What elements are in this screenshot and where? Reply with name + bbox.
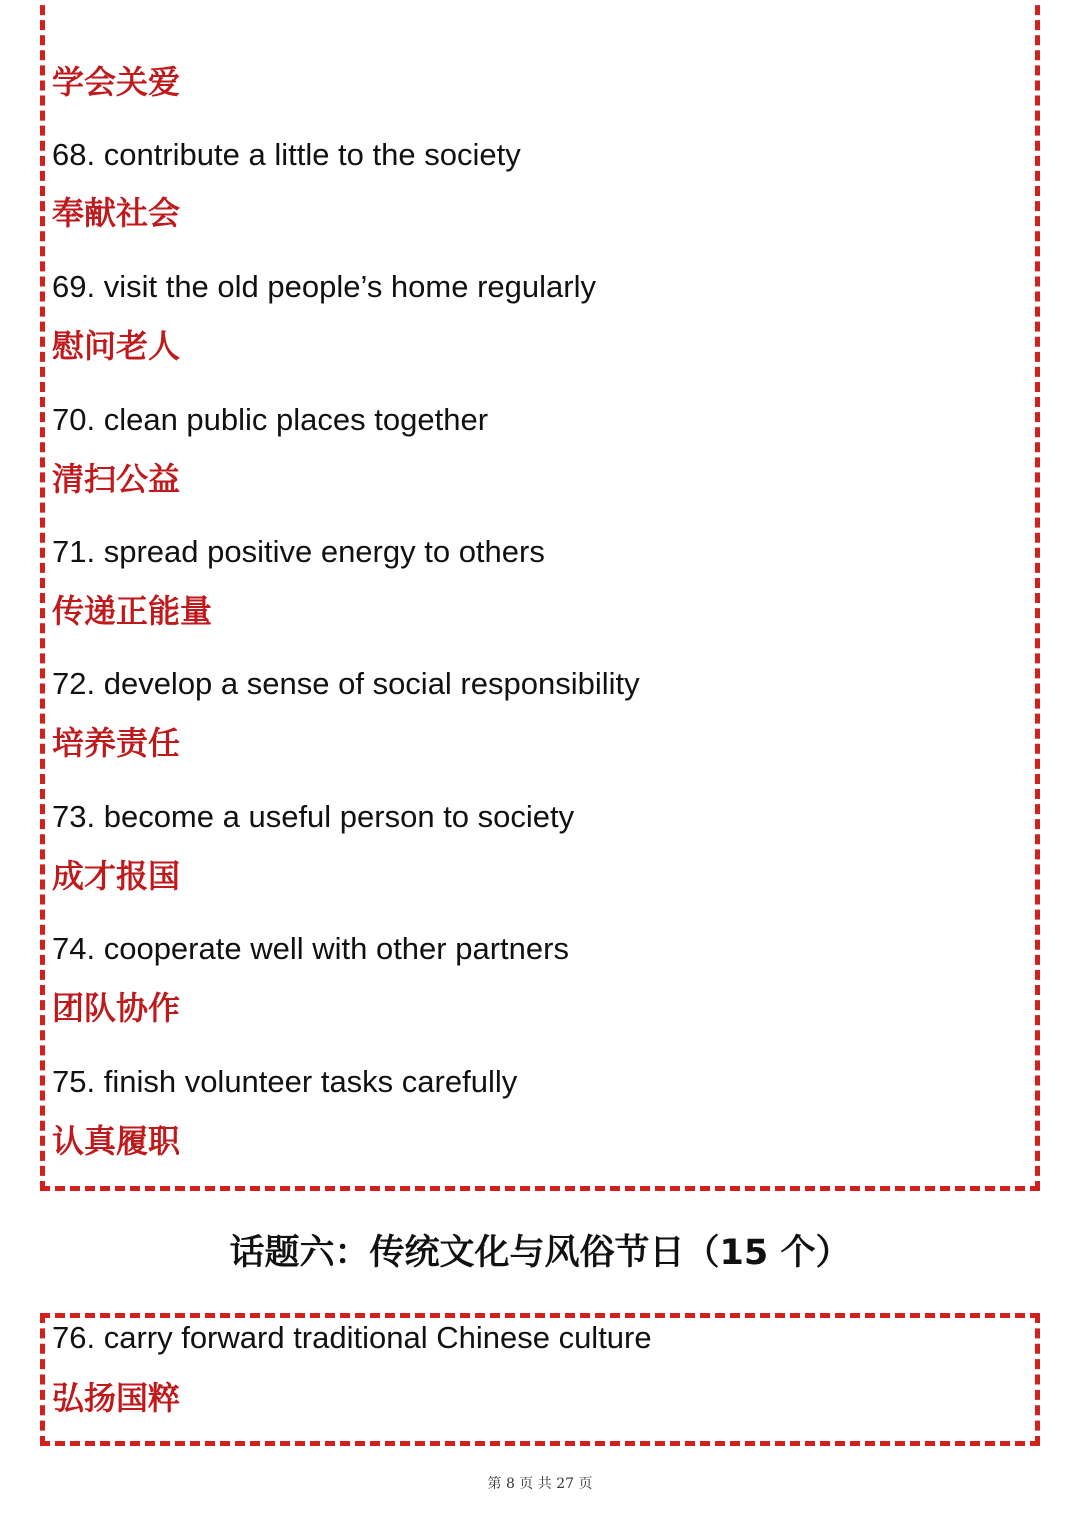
phrase-chinese: 学会关爱	[52, 63, 181, 101]
phrase-chinese: 培养责任	[52, 724, 181, 762]
phrase-english: 73. become a useful person to society	[52, 799, 575, 834]
phrase-english: 76. carry forward traditional Chinese culture	[52, 1320, 652, 1355]
phrase-chinese: 认真履职	[52, 1122, 181, 1160]
phrase-english: 72. develop a sense of social responsibility	[52, 666, 640, 701]
phrase-english: 74. cooperate well with other partners	[52, 931, 569, 966]
phrase-chinese: 弘扬国粹	[52, 1379, 181, 1417]
phrase-english: 70. clean public places together	[52, 402, 489, 437]
phrase-chinese: 团队协作	[52, 989, 181, 1027]
phrase-chinese: 传递正能量	[52, 592, 213, 630]
phrase-chinese: 成才报国	[52, 857, 181, 895]
phrase-english: 68. contribute a little to the society	[52, 137, 521, 172]
phrase-chinese: 慰问老人	[52, 327, 181, 365]
phrase-chinese: 奉献社会	[52, 194, 181, 232]
page-number: 第 8 页 共 27 页	[487, 1476, 593, 1492]
phrase-english: 69. visit the old people’s home regularly	[52, 269, 596, 304]
phrase-english: 71. spread positive energy to others	[52, 534, 545, 569]
section-title: 话题六：传统文化与风俗节日（15 个）	[229, 1233, 851, 1273]
phrase-english: 75. finish volunteer tasks carefully	[52, 1064, 518, 1099]
phrase-chinese: 清扫公益	[52, 460, 181, 498]
